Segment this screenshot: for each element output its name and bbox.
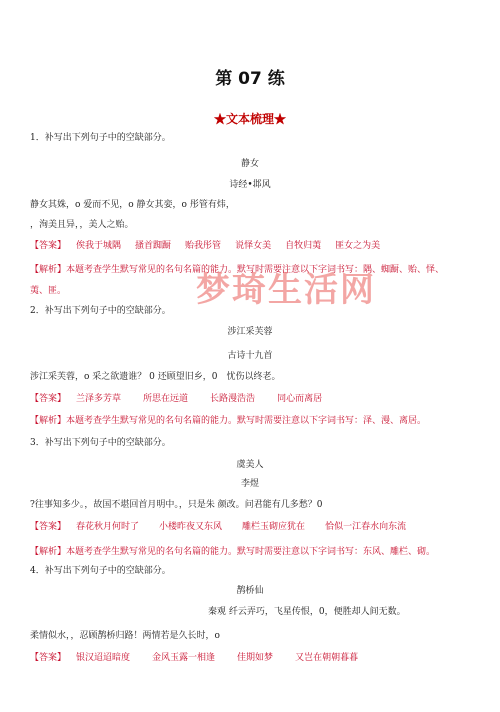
question-2-poem-title: 涉江采芙蓉 (227, 327, 273, 337)
analysis-label: 【解析】 (30, 416, 67, 426)
question-2-prompt: 2．补写出下列句子中的空缺部分。 (30, 306, 171, 316)
question-1-analysis (30, 264, 444, 276)
question-1-line-1: 静女其姝，o 爱而不见，o 静女其娈，o 彤管有炜， (30, 200, 235, 210)
question-4-poem-title: 鹊桥仙 (236, 586, 264, 596)
analysis-text: 本题考查学生默写常见的名句名篇的能力。默写时需要注意以下字词书写：东风、雕栏、砌。 (66, 547, 436, 557)
question-1-prompt: 1．补写出下列句子中的空缺部分。 (30, 133, 171, 143)
question-2-line-1: 涉江采芙蓉，o 采之欲遗谁？ 0 还顾望旧乡，0 忧伤以终老。 (30, 372, 281, 382)
answer-item: 兰泽多芳草 (76, 394, 122, 404)
analysis-text: 本题考查学生默写常见的名句名篇的能力。默写时需要注意以下字词书写：泽、漫、离居。 (66, 416, 427, 426)
answer-item: 恰似一江春水向东流 (325, 522, 407, 532)
question-1-poem-source: 诗经•邶风 (229, 180, 271, 190)
analysis-text: 本题考查学生默写常见的名句名篇的能力。默写时需要注意以下字词书写：隅、蜘蹰、贻、怿、 (66, 265, 445, 275)
answer-item: 自牧归荑 (285, 241, 322, 251)
section-heading: ★文本梳理★ (213, 112, 286, 126)
page-title: 第 07 练 (215, 69, 285, 89)
question-4-source-line: 秦观 纤云弄巧，飞星传恨，0，便胜却人间无数。 (208, 607, 406, 617)
answer-label: 【答案】 (30, 241, 67, 251)
answer-item: 说怿女美 (235, 241, 272, 251)
question-3-prompt: 3．补写出下列句子中的空缺部分。 (30, 438, 171, 448)
answer-item: 金风玉露一相逢 (152, 653, 216, 663)
question-1-poem-title: 静女 (240, 159, 259, 169)
question-3-answer (30, 521, 420, 533)
analysis-label: 【解析】 (30, 547, 67, 557)
question-3-analysis (30, 546, 435, 558)
answer-item: 俟我于城隅 (76, 241, 122, 251)
answer-label: 【答案】 (30, 522, 67, 532)
answer-item: 银汉迢迢暗度 (76, 653, 131, 663)
answer-label: 【答案】 (30, 394, 67, 404)
watermark: 梦琦生活网 (196, 270, 376, 310)
answer-item: 春花秋月何时了 (76, 522, 140, 532)
question-1-line-2: ，洵美且异，，美人之贻。 (30, 220, 134, 230)
question-2-answer (30, 393, 336, 405)
question-1-analysis-cont: 荑、匪。 (30, 286, 67, 296)
question-2-analysis (30, 415, 426, 427)
analysis-label: 【解析】 (30, 265, 67, 275)
answer-item: 匪女之为美 (335, 241, 381, 251)
answer-item: 搔首踟蹰 (135, 241, 172, 251)
question-1-answer (30, 240, 394, 252)
question-3-line-1: ?往事知多少。，故国不堪回首月明中。，只是朱 颜改。问君能有几多愁？0 (30, 500, 323, 510)
answer-item: 雕栏玉砌应犹在 (242, 522, 306, 532)
question-4-prompt: 4．补写出下列句子中的空缺部分。 (30, 566, 171, 576)
question-3-poem-source: 李煜 (240, 479, 259, 489)
question-4-answer (30, 652, 372, 664)
answer-item: 又岂在朝朝暮暮 (295, 653, 359, 663)
answer-label: 【答案】 (30, 653, 67, 663)
question-2-poem-source: 古诗十九首 (227, 351, 273, 361)
answer-item: 贻我彤管 (185, 241, 222, 251)
answer-item: 所思在远道 (143, 394, 189, 404)
question-3-poem-title: 虞美人 (236, 460, 264, 470)
answer-item: 佳期如梦 (237, 653, 274, 663)
answer-item: 同心而离居 (277, 394, 323, 404)
question-4-line-1: 柔情似水，，忍顾鹊桥归路！两情若是久长时，o (30, 631, 220, 641)
answer-item: 长路漫浩浩 (210, 394, 256, 404)
answer-item: 小楼昨夜又东风 (159, 522, 223, 532)
